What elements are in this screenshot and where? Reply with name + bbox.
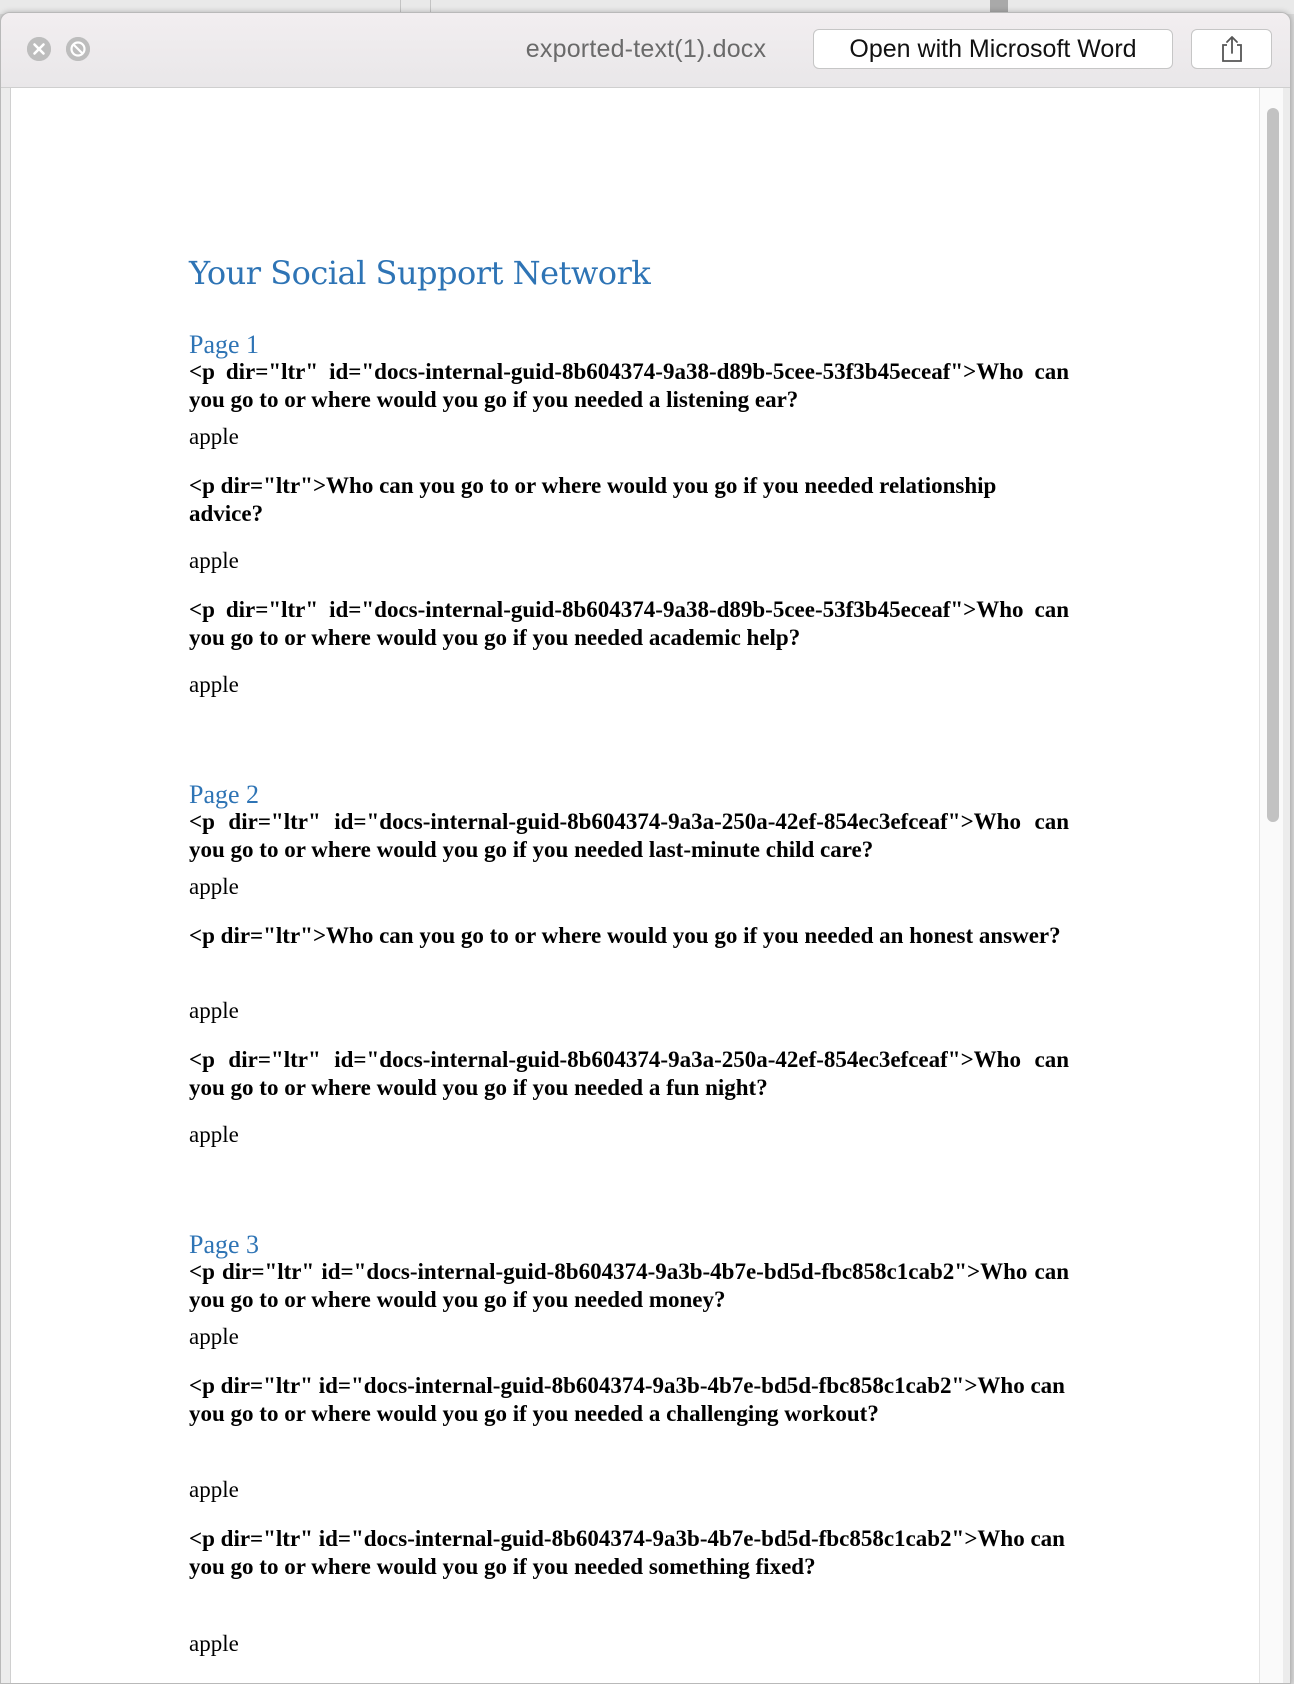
- page-heading: Page 2: [189, 780, 260, 809]
- fullscreen-icon: [66, 37, 90, 61]
- answer-text: apple: [189, 548, 239, 573]
- answer-text: apple: [189, 998, 239, 1023]
- question-text: <p dir="ltr" id="docs-internal-guid-8b604374-9a3b-4b7e-bd5d-fbc858c1cab2">Who can you go to or where would you go if you needed something fixed?: [189, 1526, 1065, 1579]
- answer-text: apple: [189, 1631, 239, 1656]
- close-icon: [27, 37, 51, 61]
- question-text: <p dir="ltr" id="docs-internal-guid-8b604374-9a3a-250a-42ef-854ec3efceaf">Who can you go to or where would you go if you needed a fun night?: [189, 1047, 1069, 1100]
- answer-text: apple: [189, 874, 239, 899]
- vertical-scrollbar[interactable]: [1259, 88, 1283, 1683]
- page-heading: Page 1: [189, 330, 260, 359]
- question-text: <p dir="ltr" id="docs-internal-guid-8b604374-9a3b-4b7e-bd5d-fbc858c1cab2">Who can you go to or where would you go if you needed a challenging workout?: [189, 1373, 1065, 1426]
- document-preview[interactable]: [10, 88, 1283, 1683]
- question-text: <p dir="ltr">Who can you go to or where would you go if you needed an honest answer?: [189, 923, 1061, 948]
- question-text: <p dir="ltr" id="docs-internal-guid-8b604374-9a38-d89b-5cee-53f3b45eceaf">Who can you go to or where would you go if you needed a listening ear?: [189, 359, 1069, 412]
- background-divider: [990, 0, 1008, 12]
- question-text: <p dir="ltr" id="docs-internal-guid-8b604374-9a38-d89b-5cee-53f3b45eceaf">Who can you go to or where would you go if you needed academic help?: [189, 597, 1069, 650]
- window-title: exported-text(1).docx: [525, 35, 767, 63]
- open-with-word-button[interactable]: Open with Microsoft Word: [813, 29, 1173, 69]
- question-text: <p dir="ltr">Who can you go to or where would you go if you needed relationship advice?: [189, 473, 997, 526]
- answer-text: apple: [189, 1477, 239, 1502]
- answer-text: apple: [189, 672, 239, 697]
- page-heading: Page 3: [189, 1230, 260, 1259]
- answer-text: apple: [189, 1122, 239, 1147]
- share-icon: [1218, 34, 1246, 64]
- question-text: <p dir="ltr" id="docs-internal-guid-8b604374-9a3b-4b7e-bd5d-fbc858c1cab2">Who can you go to or where would you go if you needed money?: [189, 1259, 1069, 1312]
- scrollbar-thumb[interactable]: [1267, 108, 1279, 822]
- answer-text: apple: [189, 1324, 239, 1349]
- background-divider: [430, 0, 431, 12]
- document-title: Your Social Support Network: [189, 254, 651, 292]
- quicklook-window: [0, 12, 1291, 1684]
- close-button[interactable]: [27, 37, 51, 61]
- background-divider: [400, 0, 401, 12]
- fullscreen-button[interactable]: [66, 37, 90, 61]
- answer-text: apple: [189, 424, 239, 449]
- share-button[interactable]: [1191, 29, 1272, 69]
- question-text: <p dir="ltr" id="docs-internal-guid-8b604374-9a3a-250a-42ef-854ec3efceaf">Who can you go to or where would you go if you needed last-minute child care?: [189, 809, 1069, 862]
- title-bar: [1, 13, 1290, 88]
